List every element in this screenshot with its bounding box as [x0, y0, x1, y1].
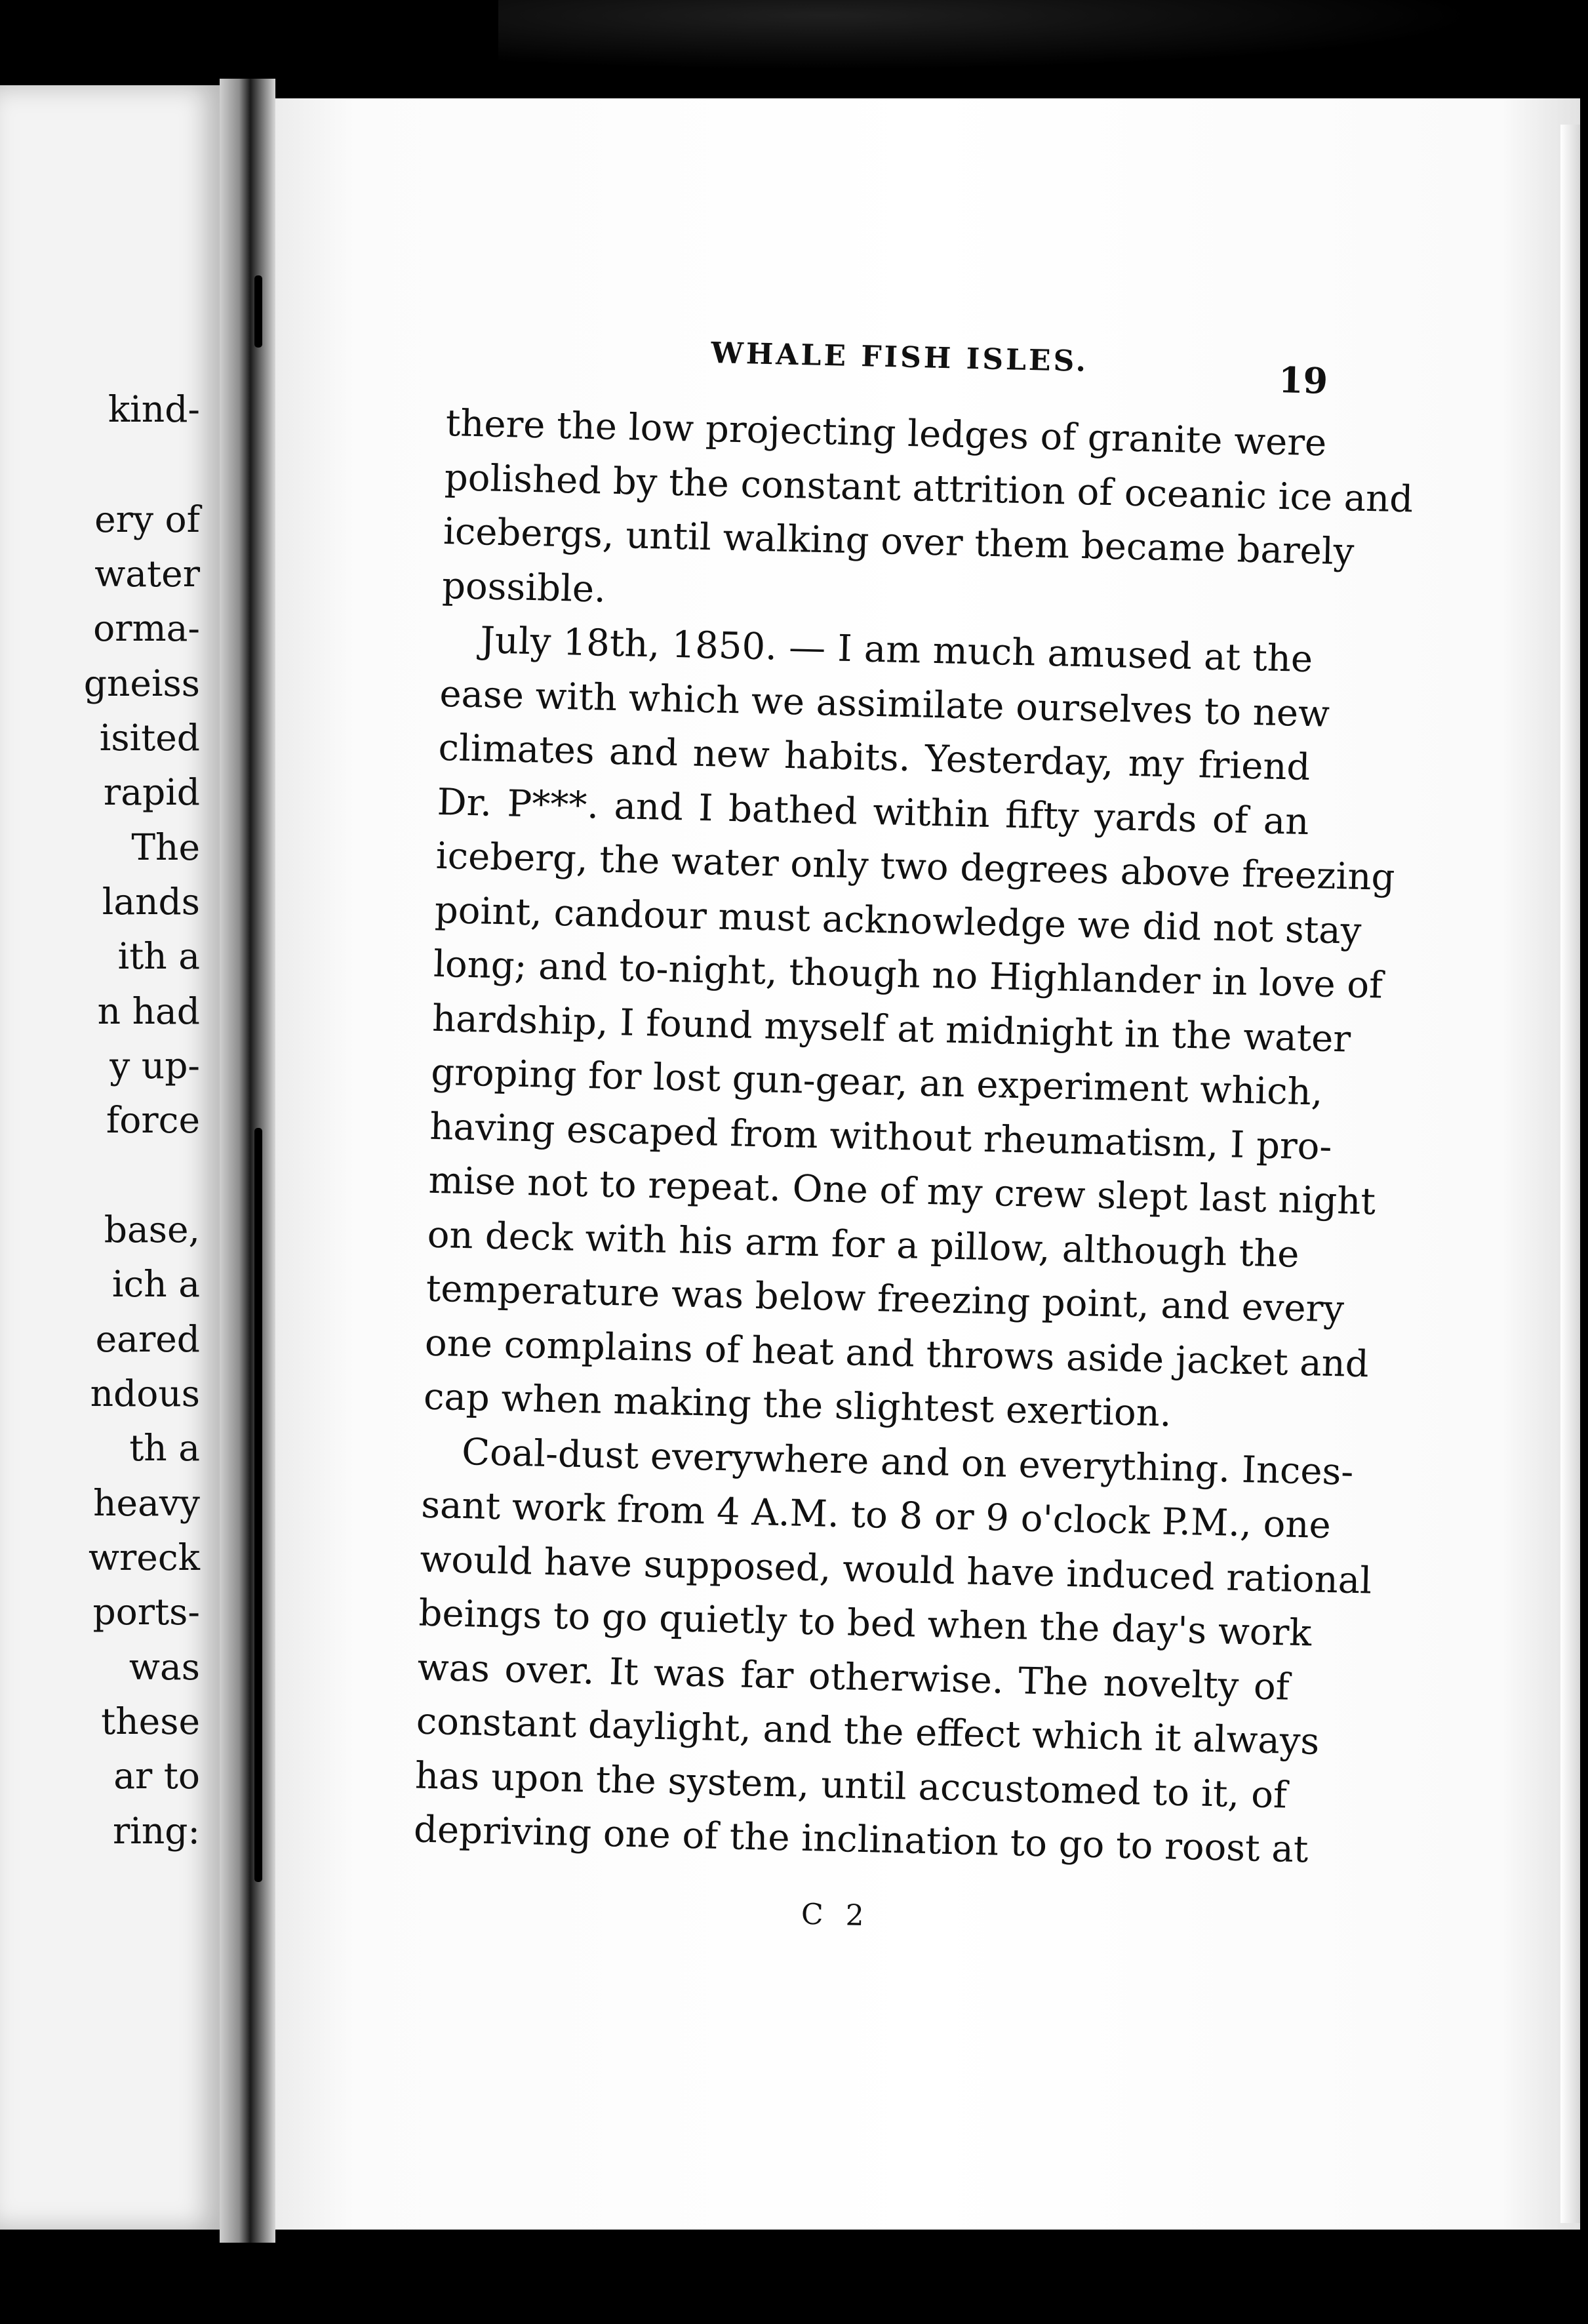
- left-page-line: ar to: [113, 1755, 200, 1797]
- left-page-line: water: [94, 553, 200, 595]
- scan-shadow: [498, 0, 1587, 79]
- text-line: was over. It was far otherwise. The novelty of: [417, 1646, 1290, 1709]
- left-page-line: gneiss: [83, 662, 200, 704]
- signature-mark: C 2: [801, 1897, 871, 1933]
- left-page-line: base,: [104, 1209, 200, 1251]
- text-line: having escaped from without rheumatism, I pro-: [429, 1105, 1333, 1169]
- left-page-line: wreck: [88, 1536, 200, 1578]
- text-line: long; and to-night, though no Highlander in love of: [433, 942, 1383, 1007]
- text-line: has upon the system, until accustomed to it, of: [414, 1753, 1288, 1817]
- text-line: mise not to repeat. One of my crew slept last night: [427, 1159, 1376, 1224]
- left-page-line: was: [129, 1646, 200, 1688]
- left-page: [0, 85, 220, 2230]
- gutter-fold-mark: [254, 1128, 262, 1882]
- text-line: ease with which we assimilate ourselves to new: [439, 672, 1330, 736]
- left-page-line: lands: [102, 881, 200, 923]
- text-line: on deck with his arm for a pillow, although the: [427, 1213, 1300, 1276]
- left-page-line: ndous: [90, 1372, 200, 1414]
- text-line: cap when making the slightest exertion.: [423, 1375, 1172, 1435]
- text-line: hardship, I found myself at midnight in the water: [431, 997, 1351, 1061]
- text-line: there the low projecting ledges of granite were: [445, 402, 1327, 465]
- text-line: iceberg, the water only two degrees above freezing: [435, 834, 1396, 900]
- book-gutter: [220, 79, 275, 2243]
- text-line: polished by the constant attrition of oceanic ice and: [444, 456, 1414, 521]
- page-number: 19: [1278, 359, 1328, 402]
- text-line: climates and new habits. Yesterday, my friend: [437, 726, 1311, 790]
- text-line: sant work from 4 A.M. to 8 or 9 o'clock P.M., one: [420, 1483, 1332, 1548]
- left-page-line: rapid: [103, 771, 200, 813]
- left-page-line: th a: [129, 1427, 200, 1469]
- left-page-line: y up-: [109, 1045, 200, 1087]
- left-page-line: heavy: [93, 1482, 200, 1524]
- text-line: beings to go quietly to bed when the day's work: [418, 1592, 1312, 1655]
- left-page-line: these: [101, 1700, 200, 1742]
- left-page-line: n had: [97, 990, 200, 1032]
- text-line: possible.: [441, 564, 606, 611]
- running-head: WHALE FISH ISLES.: [710, 336, 1089, 379]
- text-line: depriving one of the inclination to go to roost at: [413, 1808, 1309, 1872]
- text-line: Coal-dust everywhere and on everything. Inces-: [461, 1430, 1354, 1494]
- left-page-line: ring:: [112, 1810, 200, 1852]
- text-line: temperature was below freezing point, and every: [426, 1267, 1345, 1331]
- text-line: Dr. P***. and I bathed within fifty yards of an: [437, 780, 1310, 843]
- text-line: would have supposed, would have induced rational: [419, 1538, 1372, 1602]
- text-line: groping for lost gun-gear, an experiment which,: [430, 1051, 1324, 1114]
- left-page-line: The: [131, 826, 200, 868]
- left-page-line: kind-: [108, 388, 200, 430]
- text-line: point, candour must acknowledge we did not stay: [434, 889, 1362, 953]
- left-page-line: ich a: [111, 1263, 200, 1305]
- left-page-line: eared: [95, 1318, 200, 1360]
- left-page-line: isited: [99, 717, 200, 759]
- left-page-line: ports-: [92, 1591, 200, 1633]
- text-line: icebergs, until walking over them became barely: [443, 510, 1355, 574]
- left-page-line: orma-: [93, 607, 200, 649]
- text-line: constant daylight, and the effect which it always: [416, 1700, 1320, 1763]
- text-line: one complains of heat and throws aside jacket and: [424, 1321, 1370, 1386]
- left-page-line: ith a: [117, 935, 200, 977]
- page-edge: [1560, 125, 1580, 2223]
- gutter-fold-mark: [254, 275, 262, 348]
- left-page-line: force: [106, 1099, 200, 1141]
- left-page-line: ery of: [94, 498, 200, 540]
- text-line: July 18th, 1850. — I am much amused at the: [479, 619, 1313, 681]
